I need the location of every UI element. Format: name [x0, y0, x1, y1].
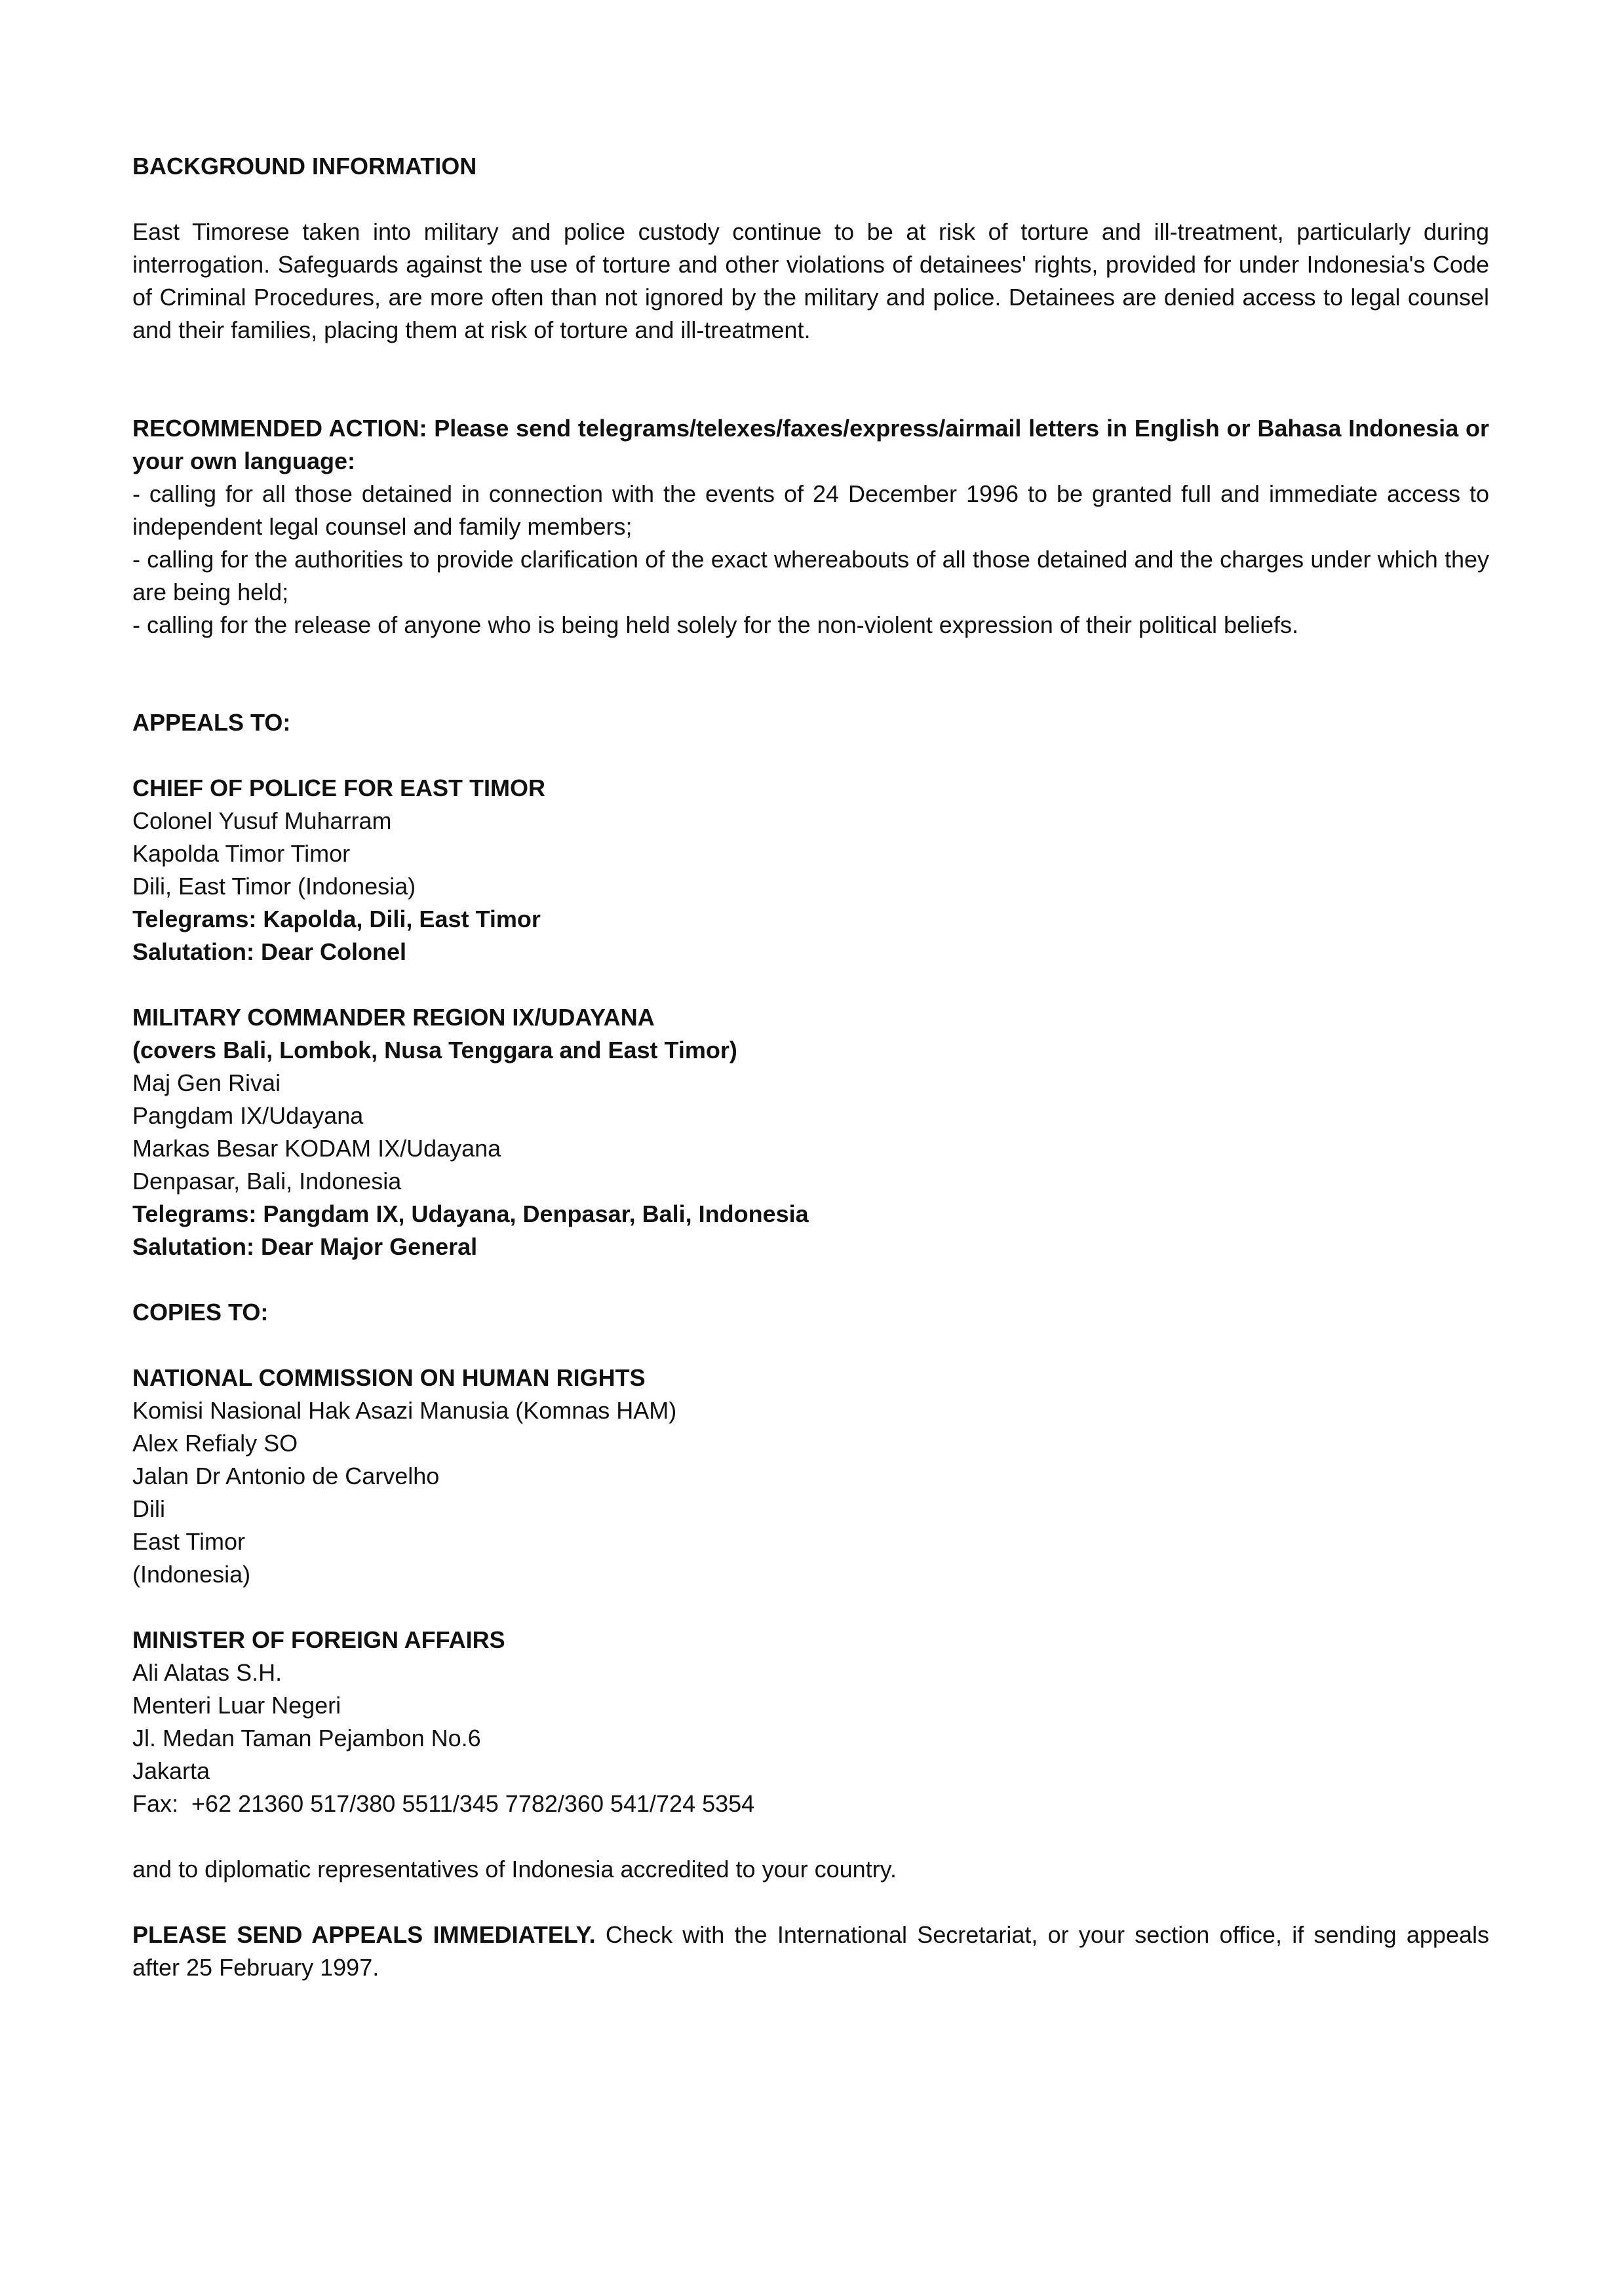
closing-rest: Check with the International Secretariat, or your section office, if sending appeals after 25 February 1997.	[132, 1921, 1489, 1981]
background-section	[132, 150, 1489, 347]
address-line: East Timor	[132, 1528, 246, 1555]
background-text: East Timorese taken into military and police custody continue to be at risk of torture and ill-treatment, particularly during interrogation. Safeguards against the use of torture and other violations of detainees' rights, provided for under Indonesia's Code of Criminal Procedures, are more often than not ignored by the military and police. Detainees are denied access to legal counsel and their families, placing them at risk of torture and ill-treatment.	[132, 218, 1489, 343]
closing-text	[132, 1919, 1489, 1984]
recommended-instruction: Please send telegrams/telexes/faxes/express/airmail letters in English or Bahasa Indonesia or your own language:	[132, 415, 1489, 474]
recommended-intro	[132, 412, 1489, 478]
closing-bold: PLEASE SEND APPEALS IMMEDIATELY.	[132, 1921, 596, 1948]
foreign-title: MINISTER OF FOREIGN AFFAIRS	[132, 1626, 505, 1653]
fax-line: Fax: +62 21360 517/380 5511/345 7782/360 541/724 5354	[132, 1790, 755, 1817]
recommended-point: - calling for the authorities to provide clarification of the exact whereabouts of all those detained and the charges under which they are being held;	[132, 546, 1489, 605]
military-address-block	[132, 1001, 1489, 1263]
address-line: Jalan Dr Antonio de Carvelho	[132, 1463, 440, 1489]
commission-address-block	[132, 1362, 1489, 1591]
military-subtitle: (covers Bali, Lombok, Nusa Tenggara and East Timor)	[132, 1037, 737, 1063]
address-line: Dili, East Timor (Indonesia)	[132, 873, 416, 900]
closing-section	[132, 1919, 1489, 1984]
police-address-block	[132, 772, 1489, 968]
address-line: Ali Alatas S.H.	[132, 1659, 282, 1686]
address-line: Alex Refialy SO	[132, 1430, 298, 1457]
address-line: Kapolda Timor Timor	[132, 840, 351, 867]
military-telegrams: Telegrams: Pangdam IX, Udayana, Denpasar, Bali, Indonesia	[132, 1200, 809, 1227]
recommended-point: - calling for all those detained in connection with the events of 24 December 1996 to be granted full and immediate access to independent legal counsel and family members;	[132, 480, 1489, 540]
address-line: Denpasar, Bali, Indonesia	[132, 1168, 402, 1195]
copies-section	[132, 1296, 1489, 1329]
police-salutation: Salutation: Dear Colonel	[132, 938, 407, 965]
address-line: (Indonesia)	[132, 1561, 251, 1588]
commission-title: NATIONAL COMMISSION ON HUMAN RIGHTS	[132, 1364, 646, 1391]
police-telegrams: Telegrams: Kapolda, Dili, East Timor	[132, 906, 541, 932]
foreign-affairs-address-block	[132, 1624, 1489, 1820]
appeals-section	[132, 706, 1489, 739]
recommended-action-section	[132, 412, 1489, 641]
diplomatic-text: and to diplomatic representatives of Indonesia accredited to your country.	[132, 1856, 897, 1883]
military-salutation: Salutation: Dear Major General	[132, 1233, 478, 1260]
recommended-point: - calling for the release of anyone who is being held solely for the non-violent expression of their political beliefs.	[132, 611, 1299, 638]
diplomatic-note	[132, 1853, 1489, 1886]
address-line: Maj Gen Rivai	[132, 1069, 281, 1096]
recommended-label: RECOMMENDED ACTION:	[132, 415, 427, 442]
address-line: Jakarta	[132, 1757, 210, 1784]
address-line: Dili	[132, 1495, 165, 1522]
copies-heading: COPIES TO:	[132, 1299, 269, 1326]
address-line: Markas Besar KODAM IX/Udayana	[132, 1135, 501, 1162]
background-heading: BACKGROUND INFORMATION	[132, 153, 477, 180]
address-line: Menteri Luar Negeri	[132, 1692, 341, 1719]
police-title: CHIEF OF POLICE FOR EAST TIMOR	[132, 775, 545, 801]
appeals-heading: APPEALS TO:	[132, 709, 291, 736]
military-title: MILITARY COMMANDER REGION IX/UDAYANA	[132, 1004, 655, 1031]
address-line: Colonel Yusuf Muharram	[132, 807, 392, 834]
address-line: Pangdam IX/Udayana	[132, 1102, 364, 1129]
address-line: Komisi Nasional Hak Asazi Manusia (Komnas HAM)	[132, 1397, 677, 1424]
address-line: Jl. Medan Taman Pejambon No.6	[132, 1725, 481, 1751]
